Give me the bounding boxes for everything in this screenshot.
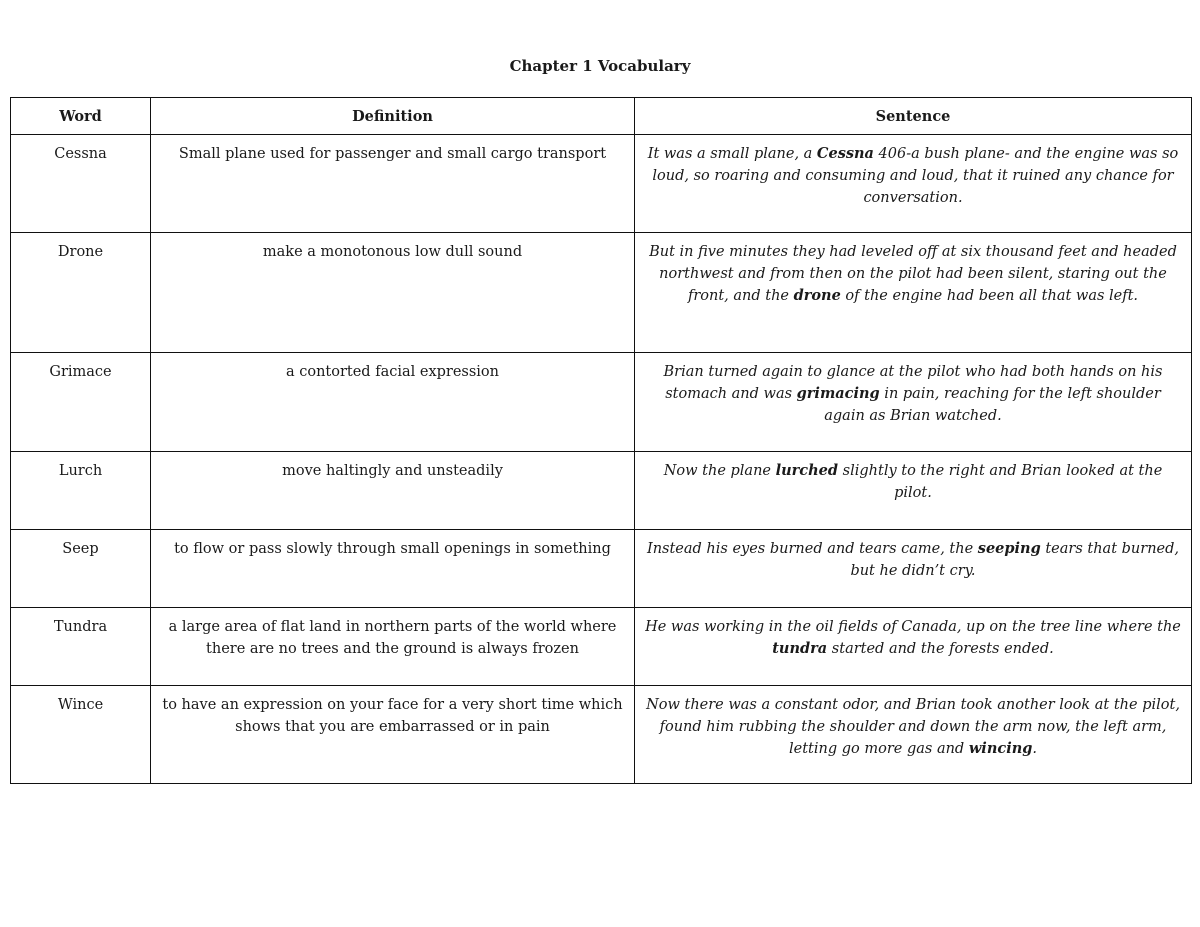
sentence-keyword: drone: [793, 287, 841, 304]
table-row: [11, 353, 1192, 452]
definition-cell: to have an expression on your face for a very short time which shows that you are embarrassed or in pain: [151, 686, 635, 784]
sentence-text: tears that burned, but he didn’t cry.: [850, 541, 1180, 579]
table-row: [11, 530, 1192, 608]
sentence-cell: [635, 686, 1192, 784]
definition-cell: a contorted facial expression: [151, 353, 635, 452]
table-row: [11, 608, 1192, 686]
sentence-text: 406-a bush plane- and the engine was so loud, so roaring and consuming and loud, that it ruined any chance for conversation.: [652, 146, 1179, 206]
sentence-text: It was a small plane, a: [647, 146, 817, 162]
word-cell: Wince: [11, 686, 151, 784]
definition-cell: Small plane used for passenger and small cargo transport: [151, 135, 635, 233]
word-cell: Seep: [11, 530, 151, 608]
table-row: [11, 686, 1192, 784]
sentence-text: Now there was a constant odor, and Brian took another look at the pilot, found him rubbing the shoulder and down the arm now, the left arm, letting go more gas and: [646, 697, 1180, 757]
word-cell: Tundra: [11, 608, 151, 686]
table-row: [11, 233, 1192, 353]
column-header-word: Word: [11, 98, 151, 135]
definition-cell: to flow or pass slowly through small openings in something: [151, 530, 635, 608]
definition-cell: move haltingly and unsteadily: [151, 452, 635, 530]
sentence-cell: [635, 608, 1192, 686]
word-cell: Cessna: [11, 135, 151, 233]
sentence-cell: [635, 233, 1192, 353]
table-row: [11, 452, 1192, 530]
sentence-keyword: wincing: [968, 740, 1033, 757]
sentence-cell: [635, 353, 1192, 452]
sentence-keyword: seeping: [977, 540, 1041, 557]
sentence-text: But in five minutes they had leveled off at six thousand feet and headed northwest and from then on the pilot had been silent, staring out the front, and the: [649, 244, 1177, 304]
sentence-text: Instead his eyes burned and tears came, the: [646, 541, 978, 557]
word-cell: Lurch: [11, 452, 151, 530]
sentence-text: He was working in the oil fields of Canada, up on the tree line where the: [645, 619, 1181, 635]
sentence-text: in pain, reaching for the left shoulder again as Brian watched.: [824, 386, 1161, 424]
table-row: [11, 135, 1192, 233]
sentence-cell: [635, 452, 1192, 530]
definition-cell: a large area of flat land in northern parts of the world where there are no trees and the ground is always frozen: [151, 608, 635, 686]
page-title: Chapter 1 Vocabulary: [509, 57, 691, 75]
sentence-keyword: grimacing: [796, 385, 880, 402]
column-header-sentence: Sentence: [635, 98, 1192, 135]
column-header-definition: Definition: [151, 98, 635, 135]
sentence-text: Now the plane: [663, 463, 776, 479]
word-cell: Drone: [11, 233, 151, 353]
sentence-keyword: Cessna: [816, 145, 874, 162]
vocabulary-table: [10, 97, 1192, 784]
sentence-keyword: lurched: [775, 462, 839, 479]
sentence-cell: [635, 135, 1192, 233]
sentence-text: started and the forests ended.: [827, 641, 1054, 657]
sentence-text: .: [1032, 741, 1037, 757]
sentence-cell: [635, 530, 1192, 608]
sentence-text: of the engine had been all that was left.: [840, 288, 1139, 304]
sentence-keyword: tundra: [772, 640, 828, 657]
sentence-text: Brian turned again to glance at the pilot who had both hands on his stomach and was: [663, 364, 1163, 402]
word-cell: Grimace: [11, 353, 151, 452]
table-header-row: [11, 98, 1192, 135]
sentence-text: slightly to the right and Brian looked at the pilot.: [838, 463, 1163, 501]
definition-cell: make a monotonous low dull sound: [151, 233, 635, 353]
